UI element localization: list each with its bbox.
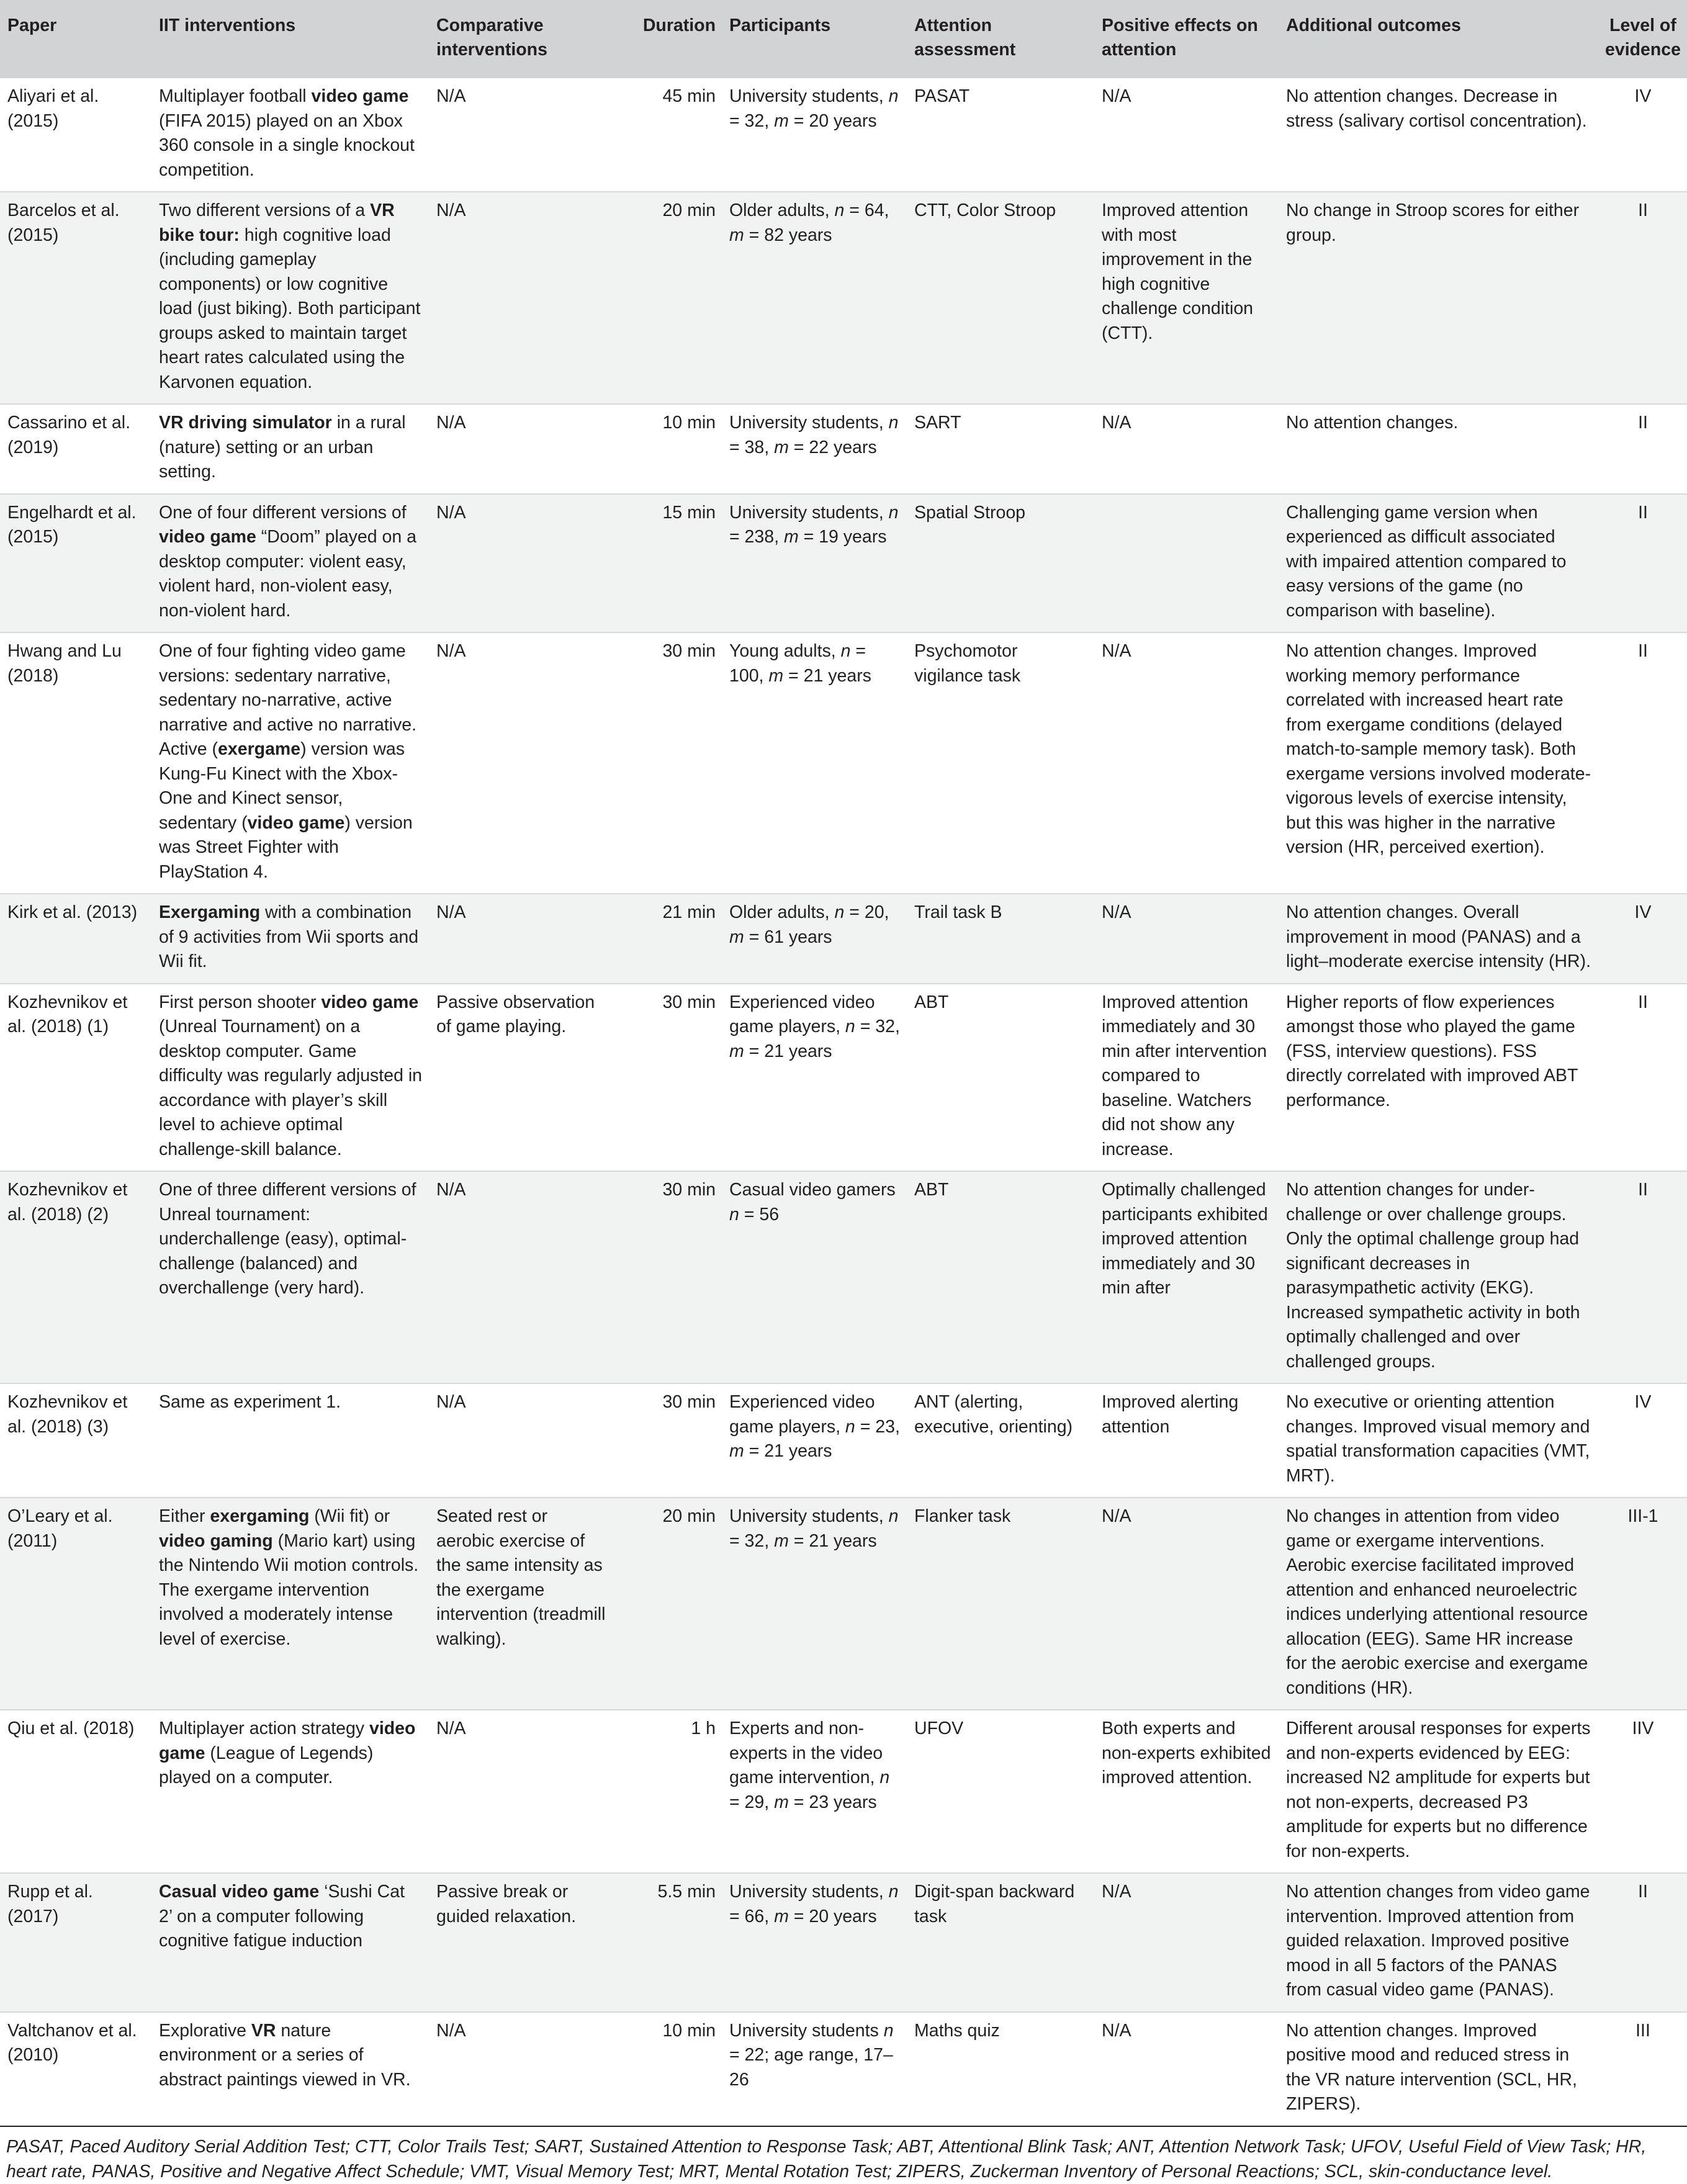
cell-attention-assessment: Flanker task xyxy=(907,1498,1094,1710)
cell-level-of-evidence: IV xyxy=(1598,1383,1687,1498)
cell-participants: Experienced video game players, n = 23, m = 21 years xyxy=(722,1383,907,1498)
header-duration: Duration xyxy=(614,0,722,78)
cell-positive-effects: Optimally challenged participants exhibited improved attention immediately and 30 min after xyxy=(1094,1171,1279,1383)
table-row xyxy=(0,2012,1687,2126)
cell-comparative-intervention: N/A xyxy=(429,1383,614,1498)
cell-participants: University students, n = 32, m = 20 years xyxy=(722,78,907,192)
cell-positive-effects: N/A xyxy=(1094,1873,1279,2012)
header-level-of-evidence: Level of evidence xyxy=(1598,0,1687,78)
cell-level-of-evidence: II xyxy=(1598,192,1687,404)
cell-comparative-intervention: Seated rest or aerobic exercise of the same intensity as the exergame intervention (treadmill walking). xyxy=(429,1498,614,1710)
cell-additional-outcomes: No attention changes. Improved working memory performance correlated with increased heart rate from exergame conditions (delayed match-to-sample memory task). Both exergame versions involved moderate-vigorous levels of exercise intensity, but this was higher in the narrative version (HR, perceived exertion). xyxy=(1279,632,1598,894)
cell-comparative-intervention: N/A xyxy=(429,1710,614,1873)
cell-positive-effects: Improved attention with most improvement in the high cognitive challenge condition (CTT). xyxy=(1094,192,1279,404)
cell-additional-outcomes: No attention changes for under-challenge or over challenge groups. Only the optimal challenge group had significant decreases in parasympathetic activity (EKG). Increased sympathetic activity in both optimally challenged and over challenged groups. xyxy=(1279,1171,1598,1383)
cell-comparative-intervention: N/A xyxy=(429,404,614,494)
cell-iit-intervention: One of three different versions of Unreal tournament: underchallenge (easy), optimal-challenge (balanced) and overchallenge (very hard). xyxy=(151,1171,429,1383)
cell-iit-intervention: Exergaming with a combination of 9 activities from Wii sports and Wii fit. xyxy=(151,894,429,984)
cell-attention-assessment: ABT xyxy=(907,984,1094,1172)
cell-additional-outcomes: Higher reports of flow experiences amongst those who played the game (FSS, interview questions). FSS directly correlated with improved ABT performance. xyxy=(1279,984,1598,1172)
cell-comparative-intervention: N/A xyxy=(429,632,614,894)
cell-participants: Young adults, n = 100, m = 21 years xyxy=(722,632,907,894)
cell-positive-effects: N/A xyxy=(1094,78,1279,192)
header-additional-outcomes: Additional outcomes xyxy=(1279,0,1598,78)
cell-level-of-evidence: II xyxy=(1598,494,1687,633)
cell-comparative-intervention: N/A xyxy=(429,1171,614,1383)
cell-participants: Casual video gamers n = 56 xyxy=(722,1171,907,1383)
cell-iit-intervention: Casual video game ‘Sushi Cat 2’ on a computer following cognitive fatigue induction xyxy=(151,1873,429,2012)
cell-paper: O’Leary et al. (2011) xyxy=(0,1498,151,1710)
cell-participants: University students, n = 238, m = 19 years xyxy=(722,494,907,633)
cell-level-of-evidence: II xyxy=(1598,404,1687,494)
cell-paper: Cassarino et al. (2019) xyxy=(0,404,151,494)
header-positive-effects: Positive effects on attention xyxy=(1094,0,1279,78)
cell-duration: 20 min xyxy=(614,1498,722,1710)
cell-attention-assessment: Maths quiz xyxy=(907,2012,1094,2126)
cell-paper: Rupp et al. (2017) xyxy=(0,1873,151,2012)
cell-attention-assessment: UFOV xyxy=(907,1710,1094,1873)
table-row xyxy=(0,984,1687,1172)
cell-additional-outcomes: No executive or orienting attention changes. Improved visual memory and spatial transformation capacities (VMT, MRT). xyxy=(1279,1383,1598,1498)
cell-attention-assessment: Spatial Stroop xyxy=(907,494,1094,633)
cell-duration: 5.5 min xyxy=(614,1873,722,2012)
cell-duration: 10 min xyxy=(614,2012,722,2126)
cell-positive-effects: Improved alerting attention xyxy=(1094,1383,1279,1498)
table-row xyxy=(0,1383,1687,1498)
cell-additional-outcomes: No attention changes. Overall improvement in mood (PANAS) and a light–moderate exercise intensity (HR). xyxy=(1279,894,1598,984)
table-row xyxy=(0,1171,1687,1383)
cell-participants: Experienced video game players, n = 32, m = 21 years xyxy=(722,984,907,1172)
cell-iit-intervention: Multiplayer football video game (FIFA 2015) played on an Xbox 360 console in a single knockout competition. xyxy=(151,78,429,192)
cell-duration: 20 min xyxy=(614,192,722,404)
cell-level-of-evidence: IV xyxy=(1598,894,1687,984)
cell-level-of-evidence: II xyxy=(1598,984,1687,1172)
cell-positive-effects: N/A xyxy=(1094,404,1279,494)
cell-paper: Kozhevnikov et al. (2018) (3) xyxy=(0,1383,151,1498)
cell-attention-assessment: Psychomotor vigilance task xyxy=(907,632,1094,894)
cell-iit-intervention: Explorative VR nature environment or a series of abstract paintings viewed in VR. xyxy=(151,2012,429,2126)
cell-positive-effects: N/A xyxy=(1094,2012,1279,2126)
cell-iit-intervention: First person shooter video game (Unreal Tournament) on a desktop computer. Game difficulty was regularly adjusted in accordance with player’s skill level to achieve optimal challenge-skill balance. xyxy=(151,984,429,1172)
cell-attention-assessment: PASAT xyxy=(907,78,1094,192)
header-attention-assessment: Attention assessment xyxy=(907,0,1094,78)
cell-level-of-evidence: II xyxy=(1598,1873,1687,2012)
header-paper: Paper xyxy=(0,0,151,78)
cell-paper: Engelhardt et al. (2015) xyxy=(0,494,151,633)
cell-attention-assessment: Trail task B xyxy=(907,894,1094,984)
cell-iit-intervention: Either exergaming (Wii fit) or video gaming (Mario kart) using the Nintendo Wii motion controls. The exergame intervention involved a moderately intense level of exercise. xyxy=(151,1498,429,1710)
cell-iit-intervention: One of four fighting video game versions: sedentary narrative, sedentary no-narrative, active narrative and active no narrative. Active (exergame) version was Kung-Fu Kinect with the Xbox-One and Kinect sensor, sedentary (video game) version was Street Fighter with PlayStation 4. xyxy=(151,632,429,894)
cell-comparative-intervention: N/A xyxy=(429,494,614,633)
cell-paper: Kozhevnikov et al. (2018) (2) xyxy=(0,1171,151,1383)
cell-iit-intervention: Same as experiment 1. xyxy=(151,1383,429,1498)
cell-attention-assessment: Digit-span backward task xyxy=(907,1873,1094,2012)
cell-duration: 30 min xyxy=(614,984,722,1172)
cell-comparative-intervention: N/A xyxy=(429,78,614,192)
cell-duration: 10 min xyxy=(614,404,722,494)
cell-additional-outcomes: No attention changes from video game intervention. Improved attention from guided relaxation. Improved positive mood in all 5 factors of the PANAS from casual video game (PANAS). xyxy=(1279,1873,1598,2012)
table-row xyxy=(0,78,1687,192)
table-row xyxy=(0,1710,1687,1873)
table-row xyxy=(0,404,1687,494)
cell-attention-assessment: SART xyxy=(907,404,1094,494)
cell-additional-outcomes: Different arousal responses for experts and non-experts evidenced by EEG: increased N2 amplitude for experts but not non-experts, decreased P3 amplitude for experts but no difference for non-experts. xyxy=(1279,1710,1598,1873)
cell-level-of-evidence: IV xyxy=(1598,78,1687,192)
table-body xyxy=(0,78,1687,2126)
header-participants: Participants xyxy=(722,0,907,78)
cell-duration: 30 min xyxy=(614,632,722,894)
cell-duration: 21 min xyxy=(614,894,722,984)
cell-iit-intervention: Two different versions of a VR bike tour: high cognitive load (including gameplay components) or low cognitive load (just biking). Both participant groups asked to maintain target heart rates calculated using the Karvonen equation. xyxy=(151,192,429,404)
cell-iit-intervention: One of four different versions of video game “Doom” played on a desktop computer: violent easy, violent hard, non-violent easy, non-violent hard. xyxy=(151,494,429,633)
cell-paper: Hwang and Lu (2018) xyxy=(0,632,151,894)
cell-paper: Kirk et al. (2013) xyxy=(0,894,151,984)
cell-level-of-evidence: IIV xyxy=(1598,1710,1687,1873)
cell-duration: 45 min xyxy=(614,78,722,192)
table-row xyxy=(0,1873,1687,2012)
cell-comparative-intervention: N/A xyxy=(429,894,614,984)
cell-level-of-evidence: III xyxy=(1598,2012,1687,2126)
table-header-row xyxy=(0,0,1687,78)
cell-participants: University students, n = 38, m = 22 years xyxy=(722,404,907,494)
cell-additional-outcomes: No attention changes. xyxy=(1279,404,1598,494)
cell-duration: 1 h xyxy=(614,1710,722,1873)
cell-additional-outcomes: No attention changes. Improved positive mood and reduced stress in the VR nature intervention (SCL, HR, ZIPERS). xyxy=(1279,2012,1598,2126)
cell-additional-outcomes: No attention changes. Decrease in stress (salivary cortisol concentration). xyxy=(1279,78,1598,192)
table-row xyxy=(0,192,1687,404)
cell-attention-assessment: ABT xyxy=(907,1171,1094,1383)
cell-comparative-intervention: N/A xyxy=(429,2012,614,2126)
cell-additional-outcomes: No changes in attention from video game or exergame interventions. Aerobic exercise facilitated improved attention and enhanced neuroelectric indices underlying attentional resource allocation (EEG). Same HR increase for the aerobic exercise and exergame conditions (HR). xyxy=(1279,1498,1598,1710)
cell-positive-effects: N/A xyxy=(1094,894,1279,984)
cell-attention-assessment: ANT (alerting, executive, orienting) xyxy=(907,1383,1094,1498)
table-footnote: PASAT, Paced Auditory Serial Addition Test; CTT, Color Trails Test; SART, Sustained Attention to Response Task; ABT, Attentional Blink Task; ANT, Attention Network Task; UFOV, Useful Field of View Task; HR, heart rate, PANAS, Positive and Negative Affect Schedule; VMT, Visual Memory Test; MRT, Mental Rotation Test; ZIPERS, Zuckerman Inventory of Personal Reactions; SCL, skin-conductance level. xyxy=(0,2126,1687,2184)
table-row xyxy=(0,632,1687,894)
cell-additional-outcomes: Challenging game version when experienced as difficult associated with impaired attention compared to easy versions of the game (no comparison with baseline). xyxy=(1279,494,1598,633)
cell-paper: Valtchanov et al. (2010) xyxy=(0,2012,151,2126)
cell-comparative-intervention: N/A xyxy=(429,192,614,404)
cell-level-of-evidence: II xyxy=(1598,1171,1687,1383)
cell-positive-effects: N/A xyxy=(1094,1498,1279,1710)
cell-paper: Barcelos et al. (2015) xyxy=(0,192,151,404)
cell-level-of-evidence: III-1 xyxy=(1598,1498,1687,1710)
cell-participants: University students, n = 66, m = 20 years xyxy=(722,1873,907,2012)
cell-positive-effects: Both experts and non-experts exhibited improved attention. xyxy=(1094,1710,1279,1873)
table-row xyxy=(0,894,1687,984)
cell-duration: 30 min xyxy=(614,1383,722,1498)
cell-iit-intervention: VR driving simulator in a rural (nature) setting or an urban setting. xyxy=(151,404,429,494)
table-row xyxy=(0,494,1687,633)
header-iit-interventions: IIT interventions xyxy=(151,0,429,78)
cell-participants: Older adults, n = 20, m = 61 years xyxy=(722,894,907,984)
cell-iit-intervention: Multiplayer action strategy video game (League of Legends) played on a computer. xyxy=(151,1710,429,1873)
cell-paper: Qiu et al. (2018) xyxy=(0,1710,151,1873)
cell-duration: 30 min xyxy=(614,1171,722,1383)
cell-participants: University students n = 22; age range, 17–26 xyxy=(722,2012,907,2126)
cell-duration: 15 min xyxy=(614,494,722,633)
cell-participants: Experts and non-experts in the video game intervention, n = 29, m = 23 years xyxy=(722,1710,907,1873)
cell-paper: Kozhevnikov et al. (2018) (1) xyxy=(0,984,151,1172)
cell-additional-outcomes: No change in Stroop scores for either group. xyxy=(1279,192,1598,404)
cell-level-of-evidence: II xyxy=(1598,632,1687,894)
cell-participants: Older adults, n = 64, m = 82 years xyxy=(722,192,907,404)
cell-participants: University students, n = 32, m = 21 years xyxy=(722,1498,907,1710)
cell-attention-assessment: CTT, Color Stroop xyxy=(907,192,1094,404)
cell-positive-effects: N/A xyxy=(1094,632,1279,894)
cell-positive-effects: Improved attention immediately and 30 min after intervention compared to baseline. Watchers did not show any increase. xyxy=(1094,984,1279,1172)
cell-comparative-intervention: Passive observation of game playing. xyxy=(429,984,614,1172)
header-comparative-interventions: Comparative interventions xyxy=(429,0,614,78)
table-row xyxy=(0,1498,1687,1710)
cell-comparative-intervention: Passive break or guided relaxation. xyxy=(429,1873,614,2012)
cell-paper: Aliyari et al. (2015) xyxy=(0,78,151,192)
cell-positive-effects xyxy=(1094,494,1279,633)
